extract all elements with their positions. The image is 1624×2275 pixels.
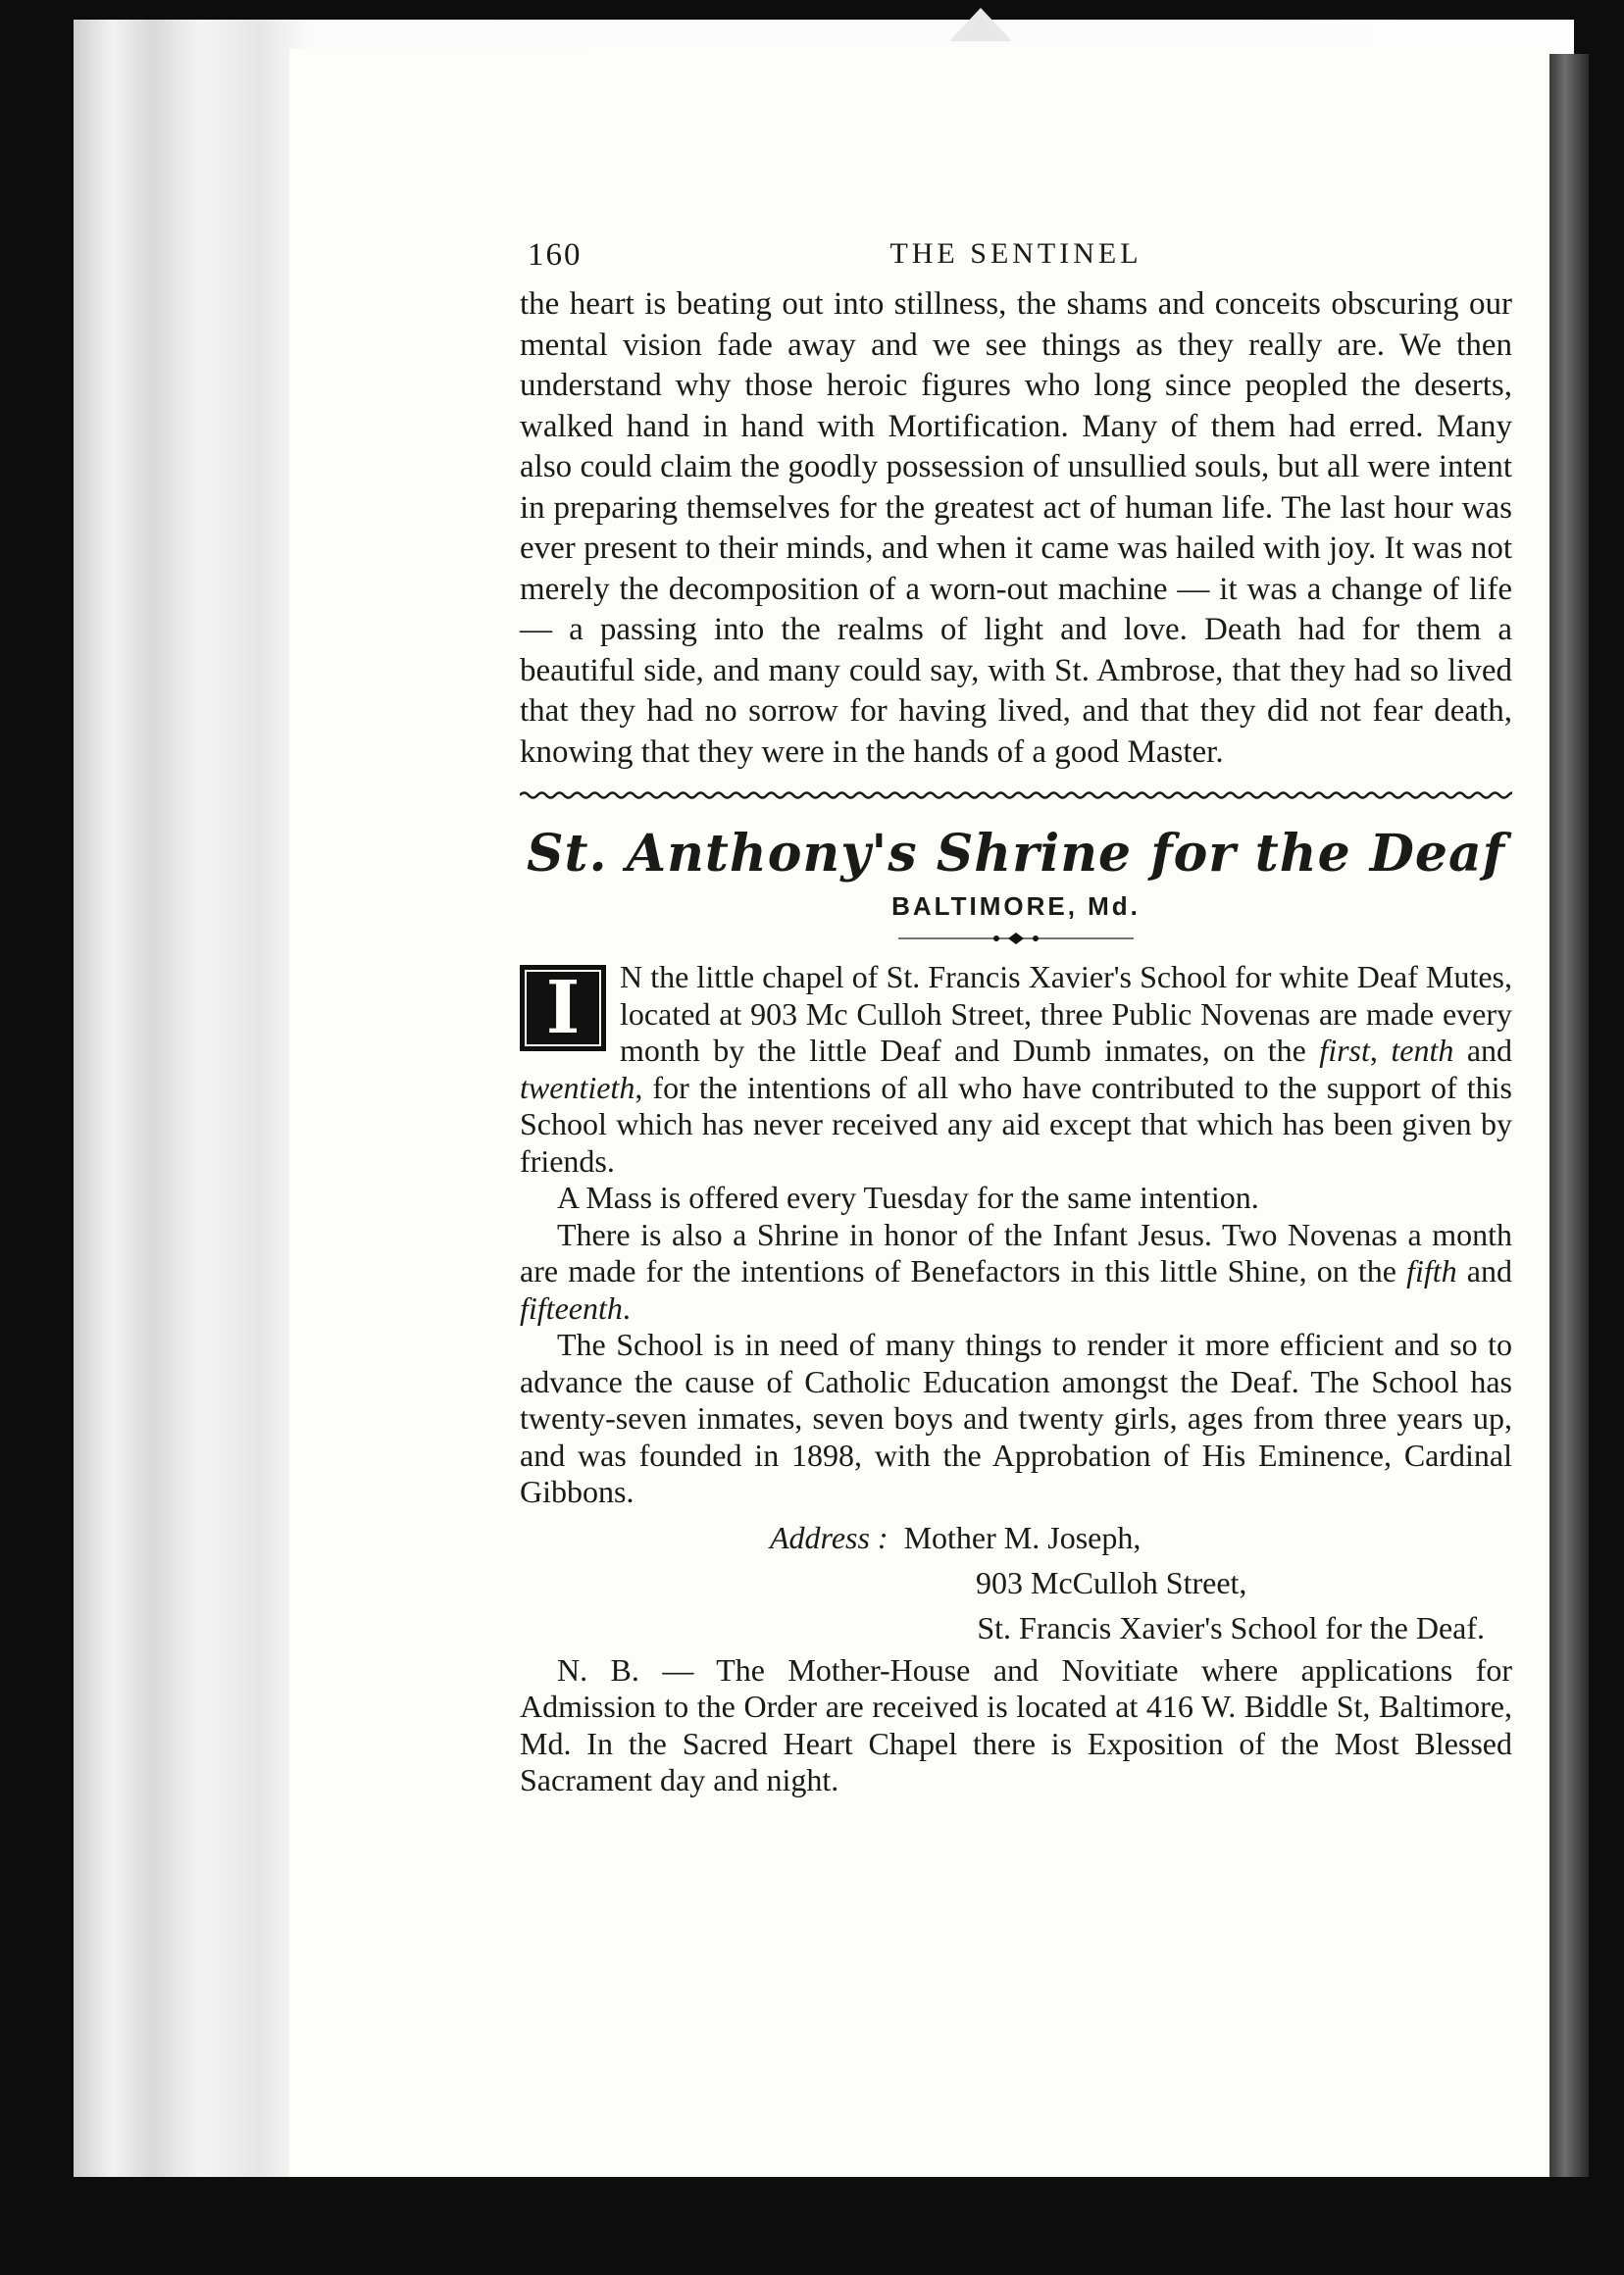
intro-separator: and bbox=[1453, 1033, 1513, 1068]
address-block bbox=[520, 1515, 1512, 1650]
continued-paragraph: the heart is beating out into stillness, the shams and conceits obscuring our mental vision fade away and we see things as they really are. We then understand why those heroic figures who long since peopled the deserts, walked hand in hand with Mortification. Many of them had erred. Many also could claim the goodly possession of unsullied souls, but all were intent in preparing themselves for the greatest act of human life. The last hour was ever present to their minds, and when it came was hailed with joy. It was not merely the decomposition of a worn-out machine — it was a change of life — a passing into the realms of light and love. Death had for them a beautiful side, and many could say, with St. Ambrose, that they had so lived that they had no sorrow for having lived, and that they did not fear death, knowing that they were in the hands of a good Master. bbox=[520, 286, 1512, 770]
page-content bbox=[520, 226, 1512, 1799]
address-line-name bbox=[520, 1515, 1512, 1560]
intro-emphasis-first: first bbox=[1319, 1033, 1370, 1068]
nota-bene-paragraph: N. B. — The Mother-House and Novitiate where applications for Admission to the Order are received is located at 416 W. Biddle St, Baltimore, Md. In the Sacred Heart Chapel there is Exposition of the Most Blessed Sacrament day and night. bbox=[520, 1651, 1512, 1797]
address-name: Mother M. Joseph, bbox=[903, 1519, 1142, 1555]
intro-paragraph bbox=[520, 959, 1512, 1180]
shrine-paragraph bbox=[520, 1217, 1512, 1328]
address-label: Address : bbox=[770, 1519, 888, 1555]
scan-notch bbox=[949, 8, 1012, 41]
page-number: 160 bbox=[528, 237, 583, 273]
article-subtitle: BALTIMORE, Md. bbox=[891, 891, 1141, 921]
intro-emphasis-tenth: tenth bbox=[1391, 1033, 1454, 1068]
intro-text-rest: , for the intentions of all who have contributed to the support of this School which has never received any aid except that which has been given by friends. bbox=[520, 1069, 1512, 1179]
article-title: St. Anthony's Shrine for the Deaf bbox=[526, 824, 1506, 884]
ornament-rule bbox=[898, 930, 1134, 947]
shrine-emphasis-fifteenth: fifteenth bbox=[520, 1289, 623, 1326]
right-page-edge bbox=[1549, 54, 1589, 2177]
intro-section bbox=[520, 959, 1512, 1180]
shrine-separator: and bbox=[1456, 1253, 1513, 1289]
school-paragraph: The School is in need of many things to render it more efficient and so to advance the cause of Catholic Education amongst the Deaf. The School has twenty-seven inmates, seven boys and twenty girls, ages from three years up, and was founded in 1898, with the Approbation of His Eminence, Cardinal Gibbons. bbox=[520, 1327, 1512, 1509]
drop-cap-letter: I bbox=[520, 965, 606, 1051]
running-head bbox=[520, 226, 1512, 284]
address-line-school: St. Francis Xavier's School for the Deaf. bbox=[977, 1609, 1485, 1645]
running-title: THE SENTINEL bbox=[889, 237, 1142, 270]
intro-emphasis-twentieth: twentieth bbox=[520, 1069, 635, 1105]
shrine-emphasis-fifth: fifth bbox=[1406, 1253, 1457, 1289]
shrine-text: There is also a Shrine in honor of the Infant Jesus. Two Novenas a month are made for the intentions of Benefactors in this little Shine, on the bbox=[520, 1216, 1512, 1289]
intro-text: N the little chapel of St. Francis Xavier's School for white Deaf Mutes, located at 903 Mc Culloh Street, three Public Novenas are made every month by the little Deaf and Dumb inmates, on the bbox=[620, 959, 1512, 1068]
intro-separator: , bbox=[1369, 1033, 1392, 1068]
mass-paragraph: A Mass is offered every Tuesday for the same intention. bbox=[557, 1180, 1259, 1215]
address-line-street: 903 McCulloh Street, bbox=[976, 1564, 1247, 1600]
shrine-text-rest: . bbox=[622, 1289, 631, 1326]
wavy-divider bbox=[520, 788, 1512, 802]
